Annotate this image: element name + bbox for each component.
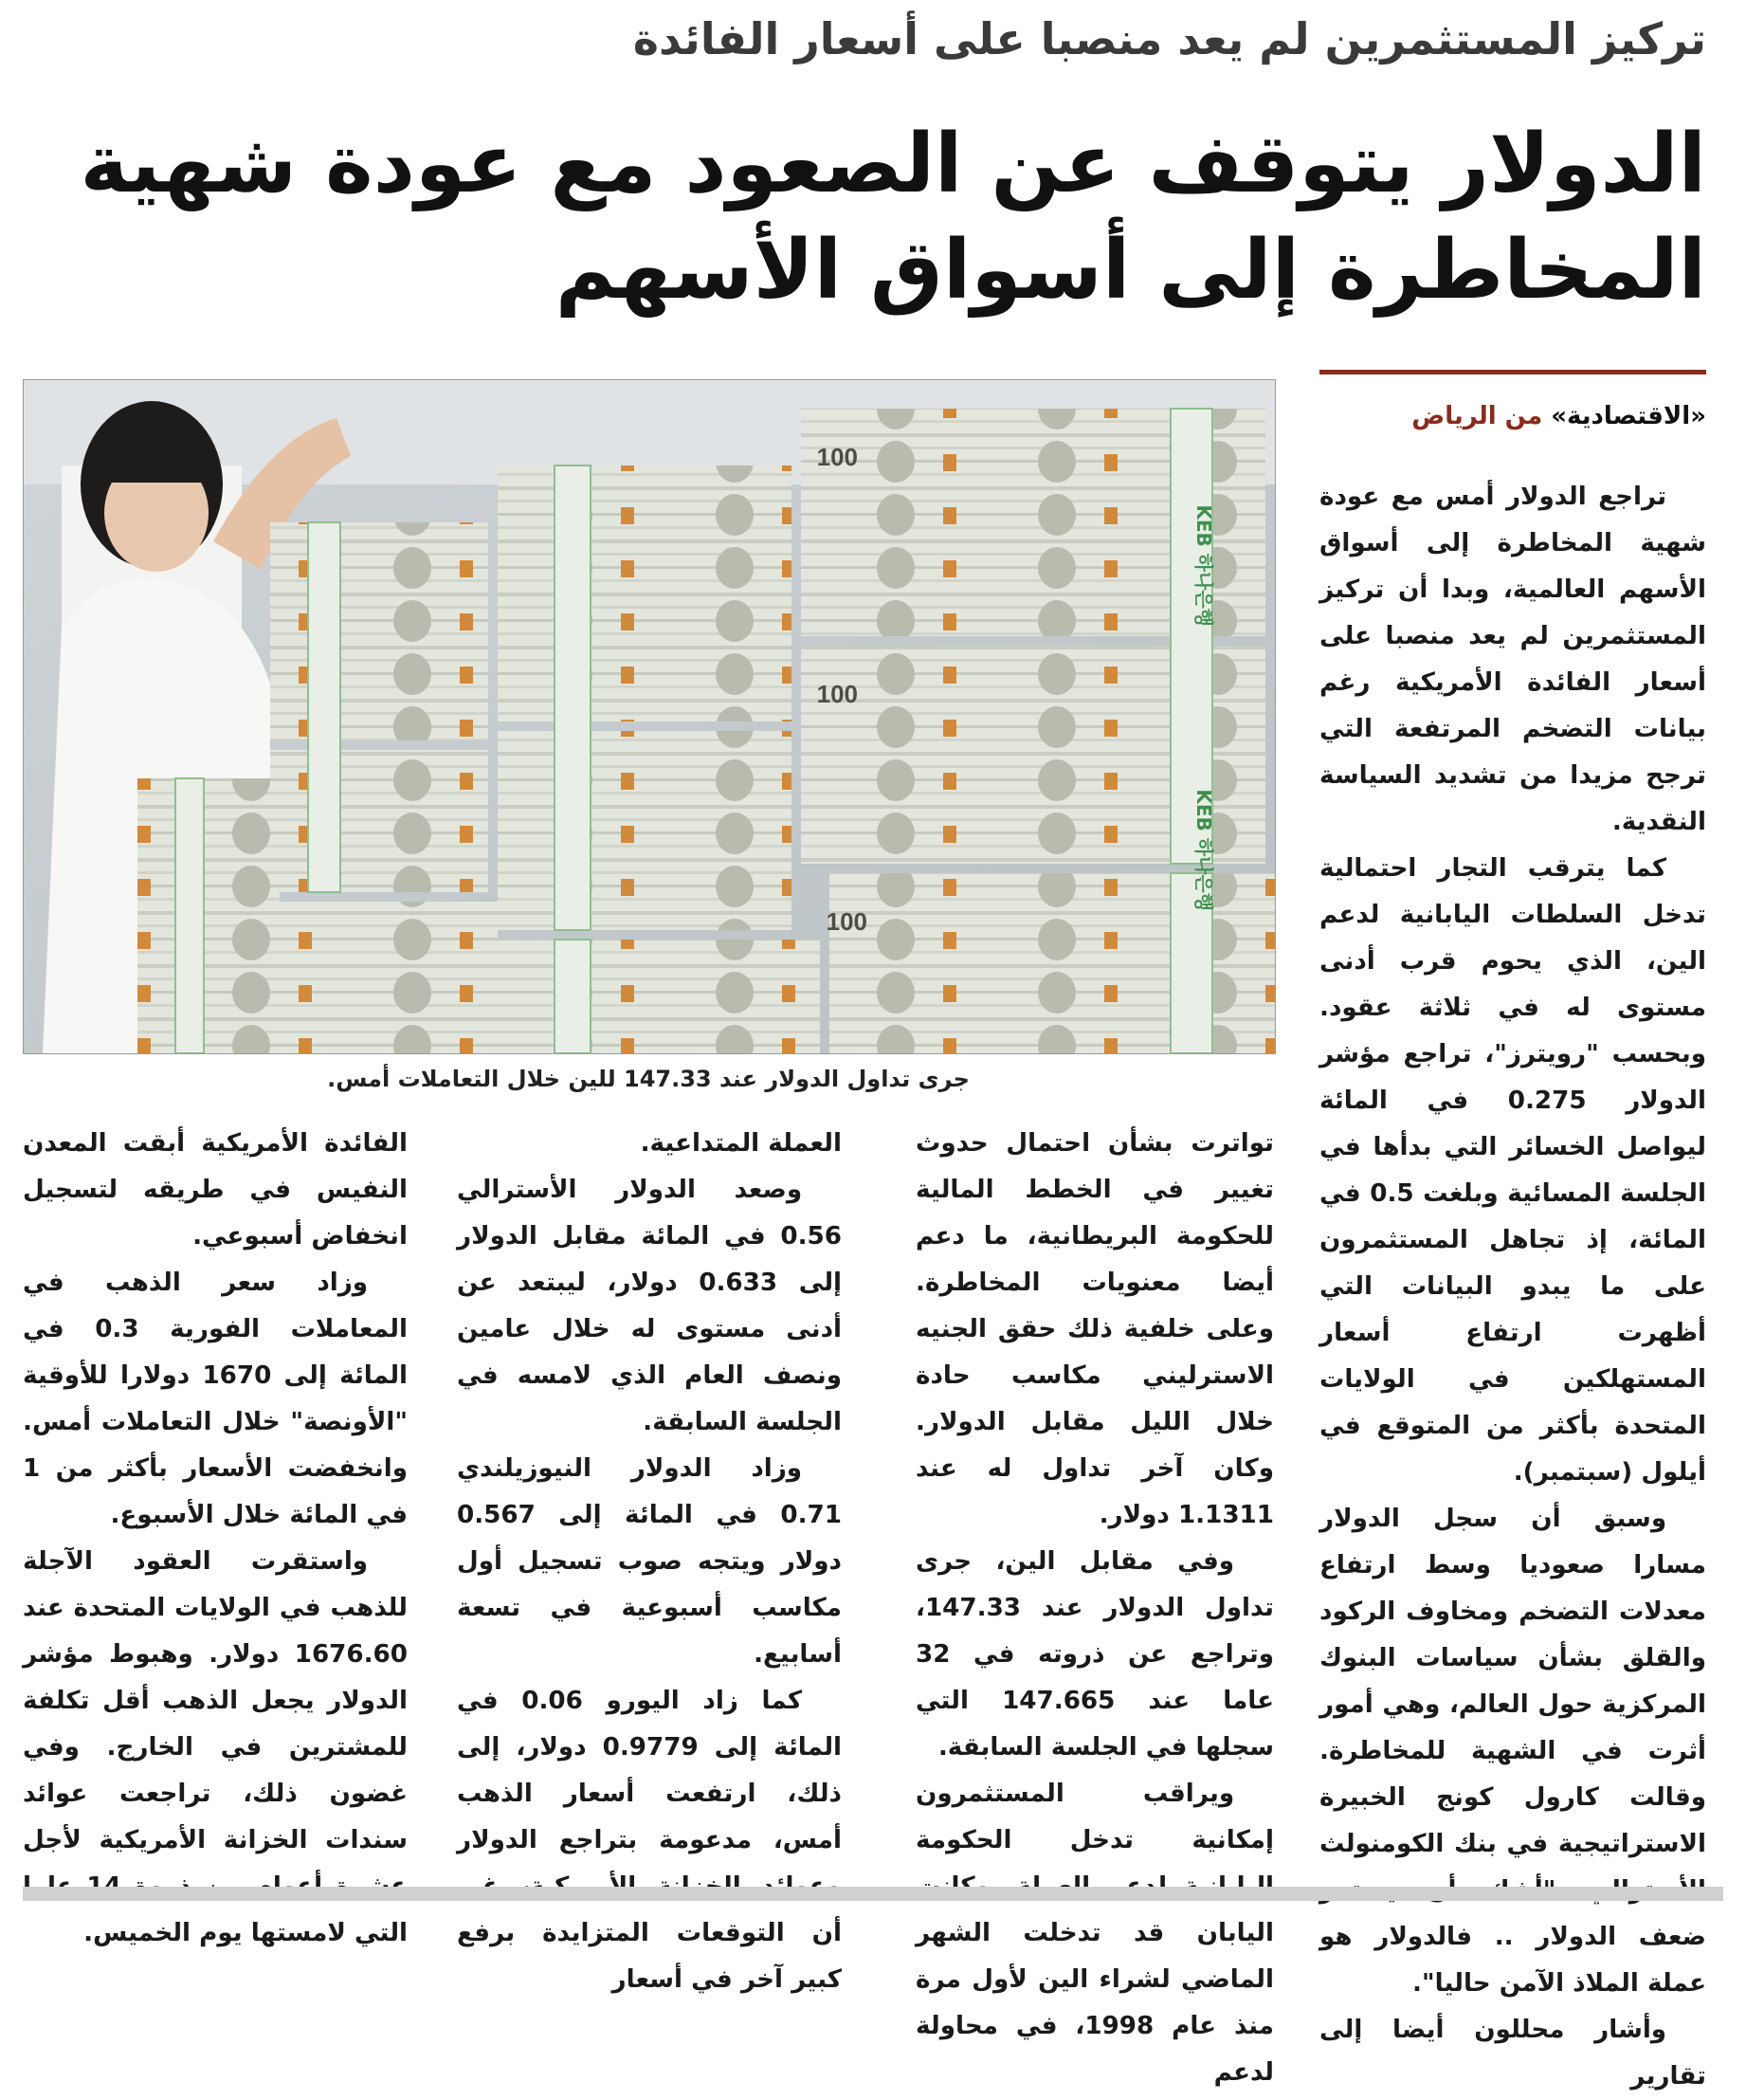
article-column-1 bbox=[1319, 474, 1706, 2100]
banknote-denomination: 100 bbox=[826, 907, 867, 936]
article-headline bbox=[38, 112, 1706, 324]
paragraph: الفائدة الأمريكية أبقت المعدن النفيس في طريقه لتسجيل انخفاض أسبوعي. bbox=[23, 1129, 408, 1251]
paragraph: تراجع الدولار أمس مع عودة شهية المخاطرة إلى أسواق الأسهم العالمية، وبدا أن تركيز المستثمرين لم يعد منصبا على أسعار الفائدة الأمريكية رغم بيانات التضخم المرتفعة التي ترجح مزيدا من تشديد السياسة النقدية. bbox=[1319, 483, 1706, 836]
paragraph: تواترت بشأن احتمال حدوث تغيير في الخطط المالية للحكومة البريطانية، ما دعم أيضا معنويات المخاطرة. وعلى خلفية ذلك حقق الجنيه الاسترليني مكاسب حادة خلال الليل مقابل الدولار. وكان آخر تداول له عند 1.1311 دولار. bbox=[916, 1129, 1274, 1529]
article-photo bbox=[23, 379, 1276, 1054]
paragraph: وفي مقابل الين، جرى تداول الدولار عند 147.33، وتراجع عن ذروته في 32 عاما عند 147.665 التي سجلها في الجلسة السابقة. bbox=[916, 1547, 1274, 1762]
paragraph: كما يترقب التجار احتمالية تدخل السلطات اليابانية لدعم الين، الذي يحوم قرب أدنى مستوى له في ثلاثة عقود. وبحسب "رويترز"، تراجع مؤشر الدولار 0.275 في المائة ليواصل الخسائر التي بدأها في الجلسة المسائية وبلغت 0.5 في المائة، إذ تجاهل المستثمرون على ما يبدو البيانات التي أظهرت ارتفاع أسعار المستهلكين في الولايات المتحدة بأكثر من المتوقع في أيلول (سبتمبر). bbox=[1319, 854, 1706, 1487]
paragraph: وسبق أن سجل الدولار مسارا صعوديا وسط ارتفاع معدلات التضخم ومخاوف الركود والقلق بشأن سياسات البنوك المركزية حول العالم، وهي أمور أثرت في الشهية للمخاطرة. وقالت كارول كونج الخبيرة الاستراتيجية في بنك الكومنولث ضعف الدولار .. فالدولار هو عملة الملاذ الآمن حاليا". bbox=[1319, 1505, 1706, 1998]
paragraph: وصعد الدولار الأسترالي 0.56 في المائة مقابل الدولار إلى 0.633 دولار، ليبتعد عن أدنى مستوى له خلال عامين ونصف العام الذي لامسه في الجلسة السابقة. bbox=[457, 1176, 842, 1436]
paragraph: وأشار محللون أيضا إلى تقارير bbox=[1319, 2016, 1706, 2091]
article-kicker: تركيز المستثمرين لم يعد منصبا على أسعار الفائدة bbox=[632, 13, 1706, 64]
paragraph: وزاد الدولار النيوزيلندي 0.71 في المائة إلى 0.567 دولار ويتجه صوب تسجيل أول مكاسب أسبوعية في تسعة أسابيع. bbox=[457, 1454, 842, 1669]
banknote-denomination: 100 bbox=[816, 680, 858, 708]
paragraph: وزاد سعر الذهب في المعاملات الفورية 0.3 في المائة إلى 1670 دولارا للأوقية "الأونصة" خلال التعاملات أمس. وانخفضت الأسعار بأكثر من 1 في المائة خلال الأسبوع. bbox=[23, 1269, 408, 1529]
banknote-denomination: 100 bbox=[816, 443, 858, 471]
article-column-2 bbox=[916, 1121, 1274, 2096]
paragraph: العملة المتداعية. bbox=[640, 1129, 842, 1158]
byline-place: من الرياض bbox=[1411, 402, 1543, 430]
banknote-band-label: KEB 하나은행 bbox=[1192, 789, 1215, 911]
headline-line-2: المخاطرة إلى أسواق الأسهم bbox=[555, 222, 1706, 318]
headline-line-1: الدولار يتوقف عن الصعود مع عودة شهية bbox=[80, 117, 1706, 211]
article-column-3 bbox=[457, 1121, 842, 2003]
photo-money-stacks bbox=[24, 380, 1275, 1053]
paragraph: ويراقب المستثمرون إمكانية تدخل الحكومة اليابان قد تدخلت الشهر الماضي لشراء الين لأول مرة منذ عام 1998، في محاولة لدعم bbox=[916, 1780, 1274, 2087]
byline-divider bbox=[1319, 370, 1706, 374]
banknote-band-label: KEB 하나은행 bbox=[1192, 504, 1215, 627]
article-column-4 bbox=[23, 1121, 408, 1957]
paragraph: كما زاد اليورو 0.06 في المائة إلى 0.9779 دولار، إلى ذلك، ارتفعت أسعار الذهب أمس، مدعومة بتراجع الدولار أن التوقعات المتزايدة برفع كبير آخر في أسعار bbox=[457, 1687, 843, 1994]
paragraph: واستقرت العقود الآجلة للذهب في الولايات المتحدة عند 1676.60 دولار. وهبوط مؤشر الدولار يجعل الذهب أقل تكلفة للمشترين في الخارج. وفي غضون ذلك، تراجعت عوائد سندات الخزانة الأمريكية لأجل التي لامستها يوم الخميس. bbox=[23, 1547, 408, 1947]
photo-caption: جرى تداول الدولار عند 147.33 للين خلال التعاملات أمس. bbox=[327, 1066, 970, 1092]
footer-bar bbox=[23, 1887, 1723, 1901]
byline-paper: «الاقتصادية» bbox=[1551, 402, 1706, 430]
byline bbox=[1319, 402, 1706, 430]
